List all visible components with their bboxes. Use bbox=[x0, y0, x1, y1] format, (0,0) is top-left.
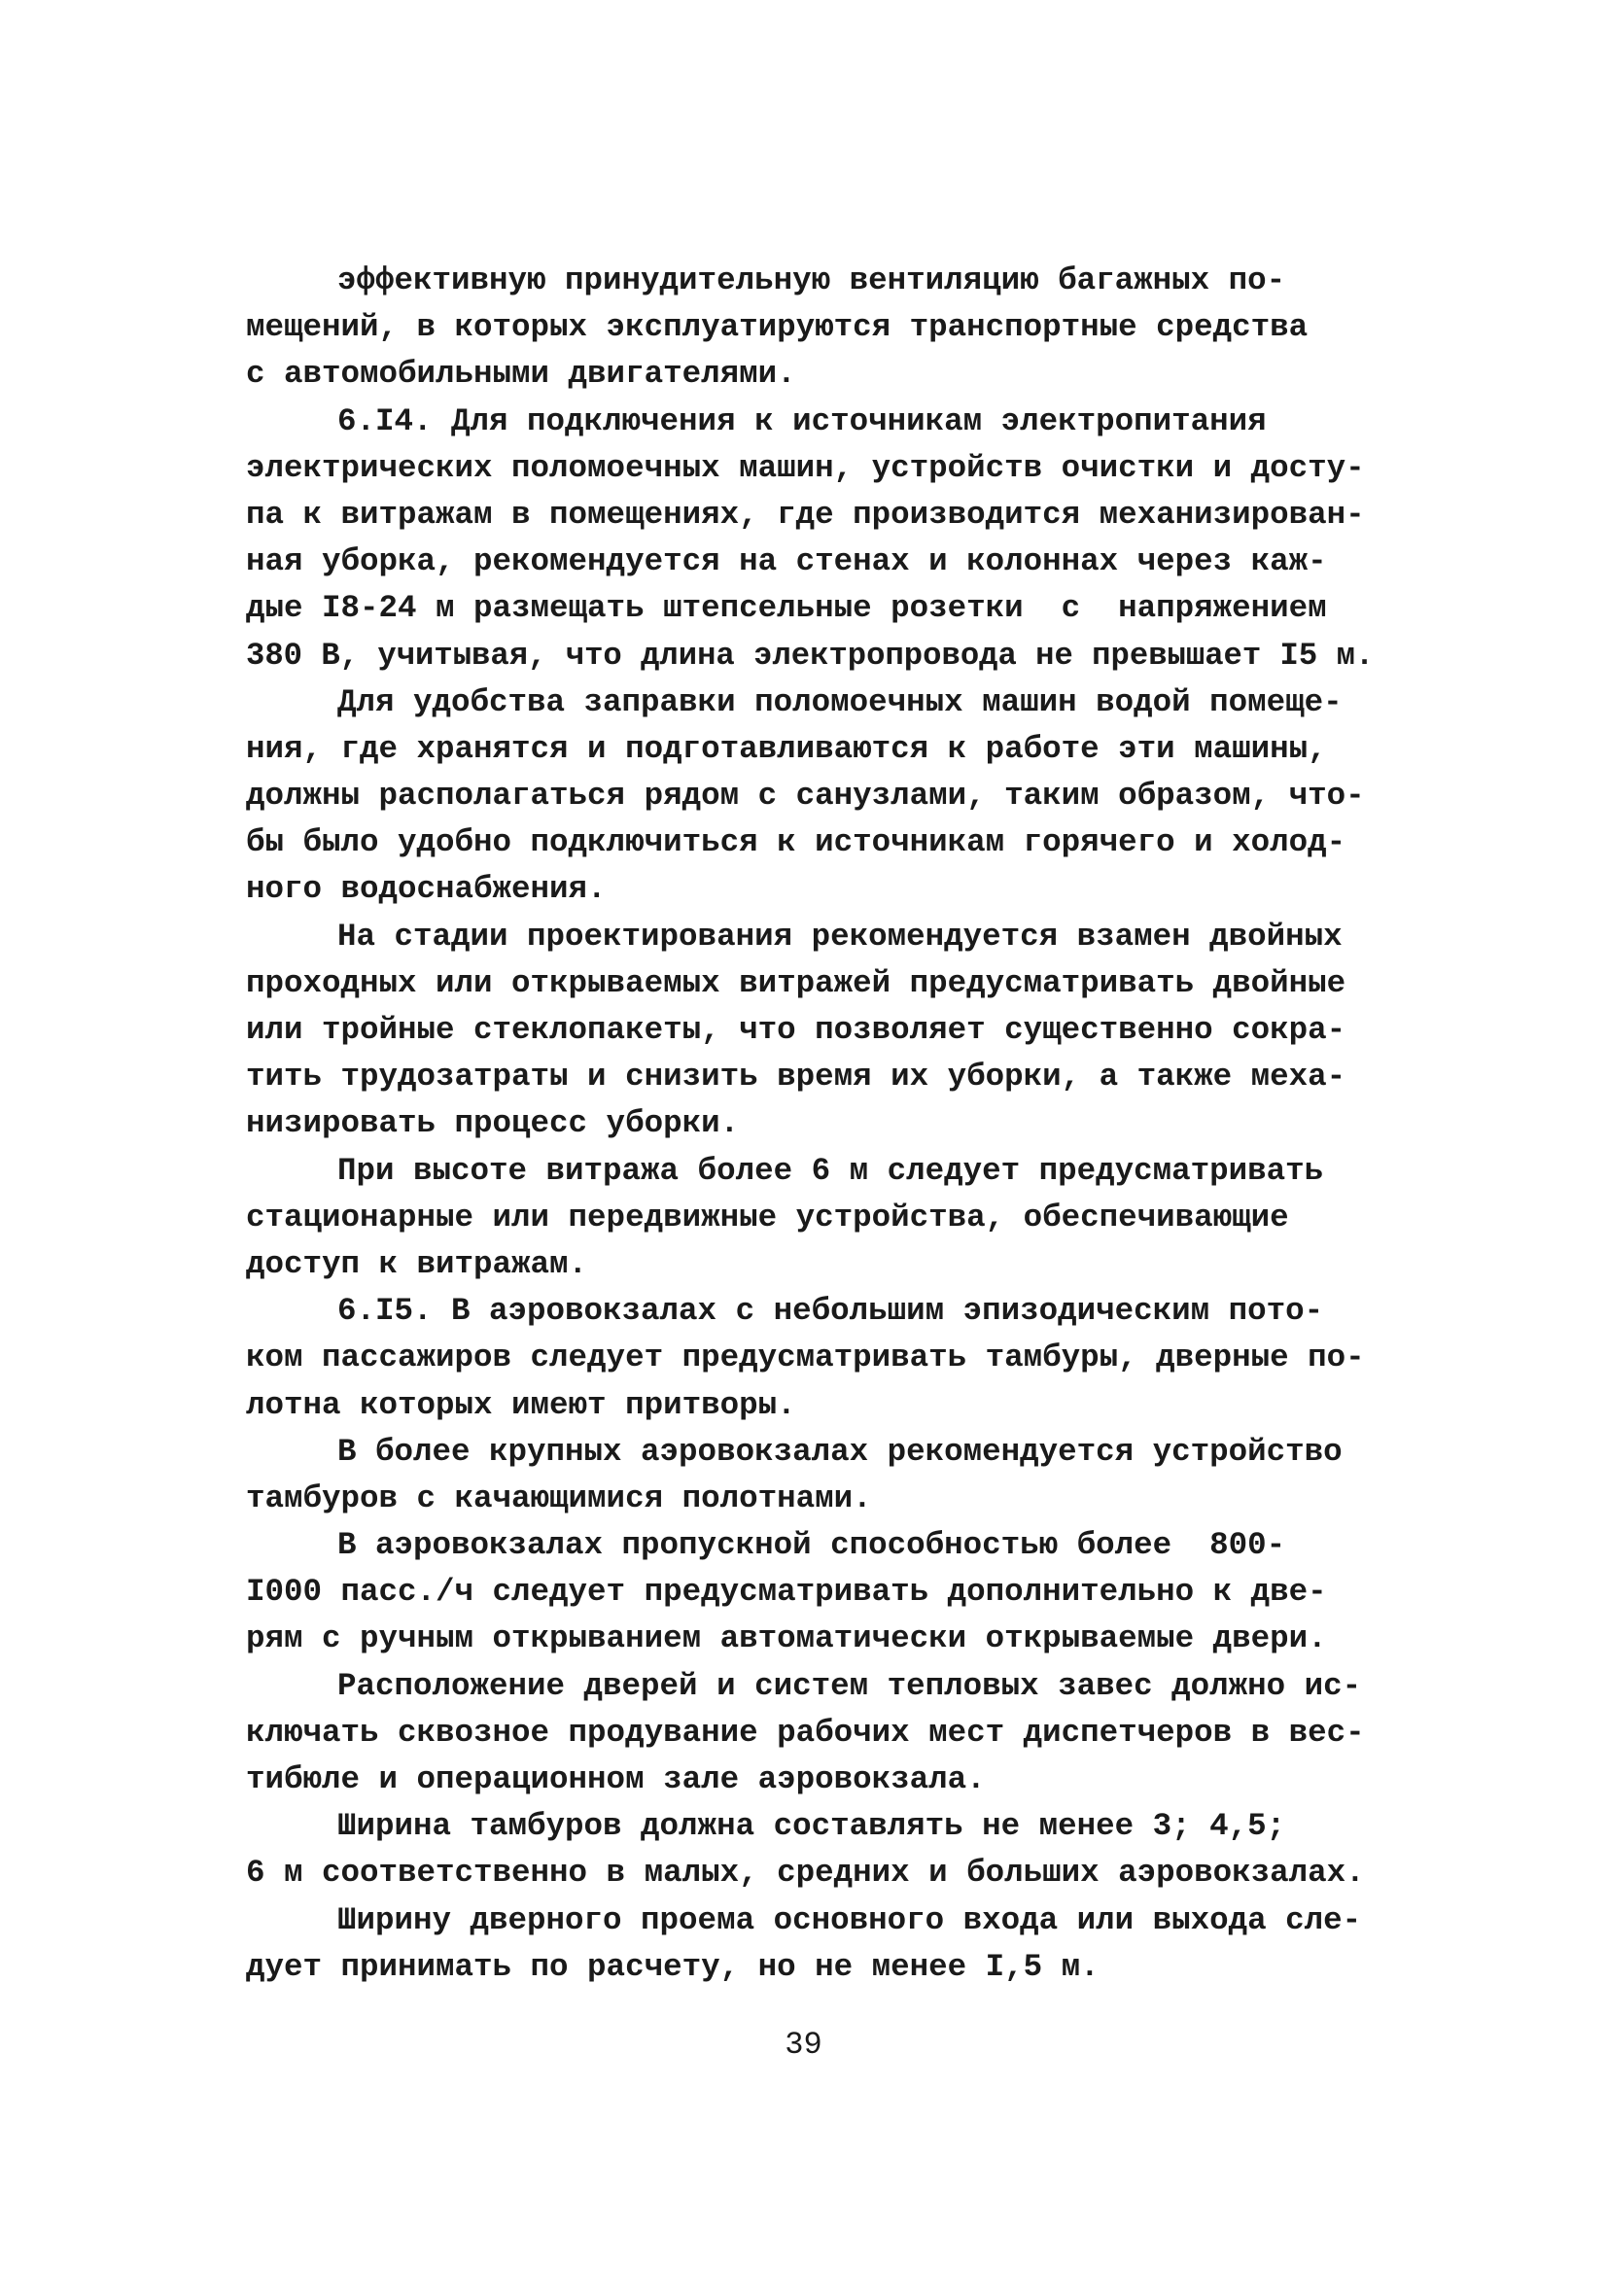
text-line: тамбуров с качающимися полотнами. bbox=[246, 1479, 872, 1516]
text-line: па к витражам в помещениях, где производится механизирован- bbox=[246, 496, 1365, 533]
text-line: стационарные или передвижные устройства, обеспечивающие bbox=[246, 1199, 1289, 1235]
text-line: Расположение дверей и систем тепловых завес должно ис- bbox=[337, 1667, 1362, 1704]
text-line: доступ к витражам. bbox=[246, 1245, 588, 1282]
text-line: ключать сквозное продувание рабочих мест диспетчеров в вес- bbox=[246, 1714, 1365, 1751]
page-number: 39 bbox=[785, 2027, 822, 2063]
text-line: эффективную принудительную вентиляцию багажных по- bbox=[337, 262, 1286, 298]
text-line: ния, где хранятся и подготавливаются к работе эти машины, bbox=[246, 730, 1327, 767]
text-line: ная уборка, рекомендуется на стенах и колоннах через каж- bbox=[246, 543, 1327, 580]
text-line: Ширину дверного проема основного входа или выхода сле- bbox=[337, 1901, 1362, 1938]
text-line: проходных или открываемых витражей предусматривать двойные bbox=[246, 964, 1346, 1001]
text-line: или тройные стеклопакеты, что позволяет существенно сокра- bbox=[246, 1012, 1346, 1048]
text-line: 380 В, учитывая, что длина электропровода не превышает I5 м. bbox=[246, 637, 1375, 674]
text-line: ком пассажиров следует предусматривать тамбуры, дверные по- bbox=[246, 1339, 1365, 1376]
text-line: с автомобильными двигателями. bbox=[246, 356, 796, 393]
text-line: тибюле и операционном зале аэровокзала. bbox=[246, 1761, 986, 1797]
text-line: низировать процесс уборки. bbox=[246, 1105, 740, 1142]
text-line: бы было удобно подключиться к источникам горячего и холод- bbox=[246, 824, 1346, 861]
text-line: дые I8-24 м размещать штепсельные розетки с напряжением bbox=[246, 590, 1327, 627]
text-line: дует принимать по расчету, но не менее I,5 м. bbox=[246, 1948, 1100, 1985]
text-line: В аэровокзалах пропускной способностью более 800- bbox=[337, 1527, 1286, 1564]
text-line: Ширина тамбуров должна составлять не менее 3; 4,5; bbox=[337, 1808, 1286, 1845]
text-line: 6.I5. В аэровокзалах с небольшим эпизодическим пото- bbox=[337, 1293, 1324, 1330]
text-line: мещений, в которых эксплуатируются транспортные средства bbox=[246, 309, 1309, 346]
text-line: В более крупных аэровокзалах рекомендуется устройство bbox=[337, 1433, 1343, 1470]
text-line: тить трудозатраты и снизить время их уборки, а также меха- bbox=[246, 1059, 1346, 1096]
body-text bbox=[246, 258, 1374, 1991]
text-line: Для удобства заправки поломоечных машин водой помеще- bbox=[337, 683, 1343, 720]
text-line: электрических поломоечных машин, устройств очистки и досту- bbox=[246, 449, 1365, 486]
text-line: ного водоснабжения. bbox=[246, 871, 607, 908]
text-line: рям с ручным открыванием автоматически открываемые двери. bbox=[246, 1620, 1327, 1657]
text-line: На стадии проектирования рекомендуется взамен двойных bbox=[337, 918, 1343, 955]
text-line: При высоте витража более 6 м следует предусматривать bbox=[337, 1152, 1324, 1189]
text-line: 6 м соответственно в малых, средних и больших аэровокзалах. bbox=[246, 1855, 1365, 1892]
text-line: 6.I4. Для подключения к источникам электропитания bbox=[337, 402, 1267, 439]
text-line: лотна которых имеют притворы. bbox=[246, 1386, 796, 1423]
text-line: I000 пасс./ч следует предусматривать дополнительно к две- bbox=[246, 1574, 1327, 1611]
text-line: должны располагаться рядом с санузлами, таким образом, что- bbox=[246, 778, 1365, 815]
